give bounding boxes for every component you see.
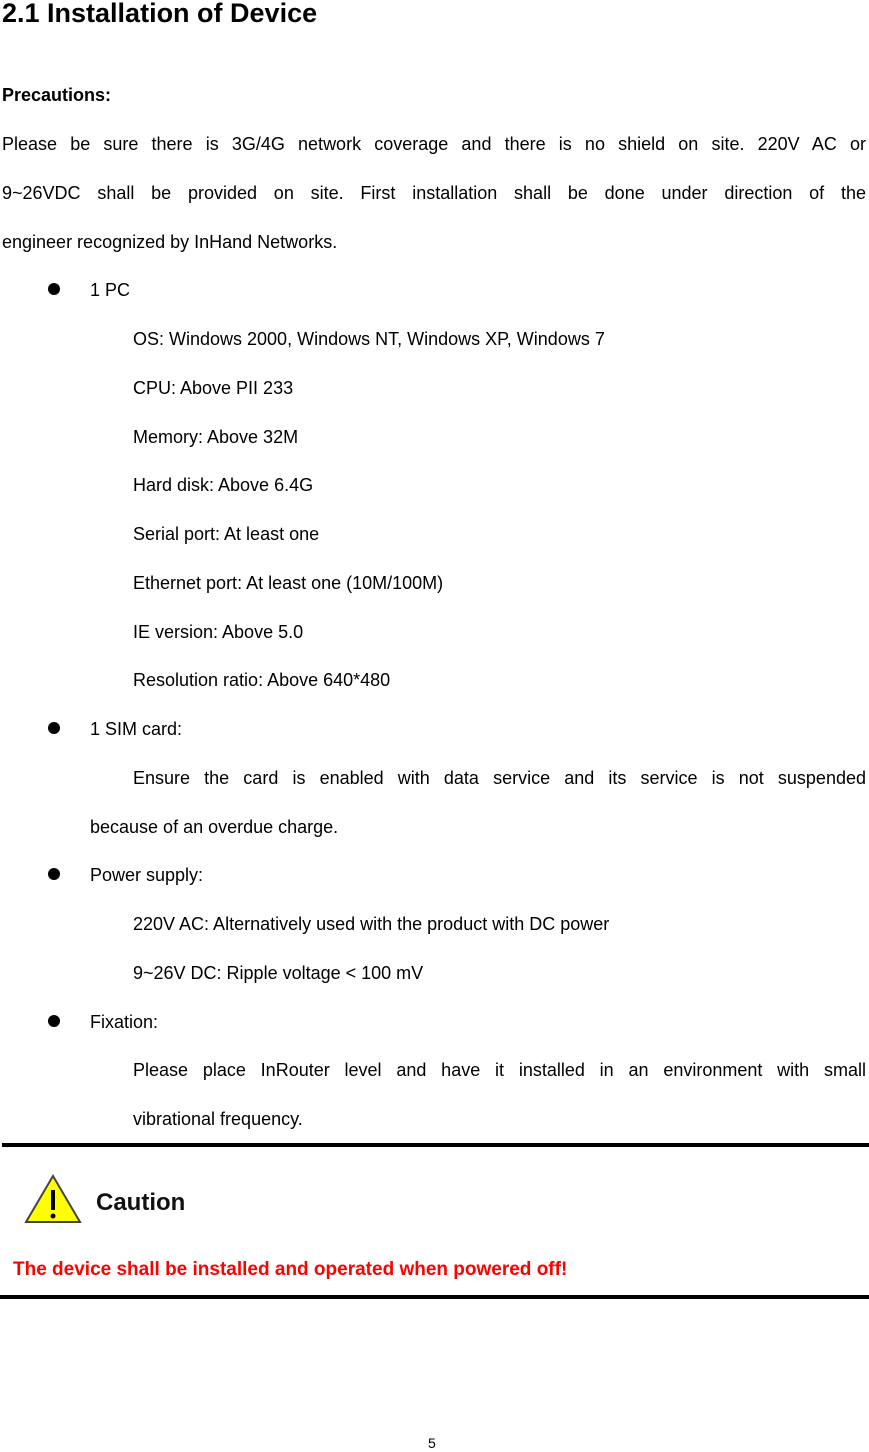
- bullet-icon: [48, 722, 60, 734]
- caution-message: The device shall be installed and operated when powered off!: [13, 1259, 568, 1280]
- warning-triangle-icon: [24, 1174, 82, 1224]
- divider-bottom: [0, 1295, 869, 1299]
- section-title: 2.1 Installation of Device: [2, 0, 318, 28]
- fixation-text: vibrational frequency.: [133, 1109, 303, 1129]
- divider-top: [2, 1143, 869, 1147]
- pc-item: CPU: Above PII 233: [133, 378, 294, 398]
- pc-item: Resolution ratio: Above 640*480: [133, 670, 391, 690]
- fixation-label: Fixation:: [90, 1012, 159, 1032]
- pc-item: Ethernet port: At least one (10M/100M): [133, 573, 444, 593]
- pc-item: IE version: Above 5.0: [133, 622, 304, 642]
- sim-label: 1 SIM card:: [90, 719, 183, 739]
- pc-item: OS: Windows 2000, Windows NT, Windows XP, Windows 7: [133, 329, 605, 349]
- intro-line: Please be sure there is 3G/4G network coverage and there is no shield on site. 220V AC or: [2, 134, 866, 154]
- bullet-icon: [48, 1015, 60, 1027]
- pc-item: Hard disk: Above 6.4G: [133, 475, 314, 495]
- precautions-label: Precautions:: [2, 85, 112, 105]
- pc-label: 1 PC: [90, 280, 131, 300]
- fixation-text: Please place InRouter level and have it installed in an environment with small: [133, 1060, 866, 1080]
- intro-line: 9~26VDC shall be provided on site. First installation shall be done under direction of the: [2, 183, 866, 203]
- pc-item: Memory: Above 32M: [133, 427, 299, 447]
- page-number: 5: [428, 1435, 436, 1451]
- sim-text: because of an overdue charge.: [90, 817, 339, 837]
- power-item: 220V AC: Alternatively used with the product with DC power: [133, 914, 610, 934]
- power-label: Power supply:: [90, 865, 204, 885]
- intro-line: engineer recognized by InHand Networks.: [2, 232, 338, 252]
- bullet-icon: [48, 283, 60, 295]
- sim-text: Ensure the card is enabled with data service and its service is not suspended: [133, 768, 866, 788]
- bullet-icon: [48, 868, 60, 880]
- pc-item: Serial port: At least one: [133, 524, 320, 544]
- power-item: 9~26V DC: Ripple voltage < 100 mV: [133, 963, 424, 983]
- caution-label: Caution: [96, 1189, 186, 1216]
